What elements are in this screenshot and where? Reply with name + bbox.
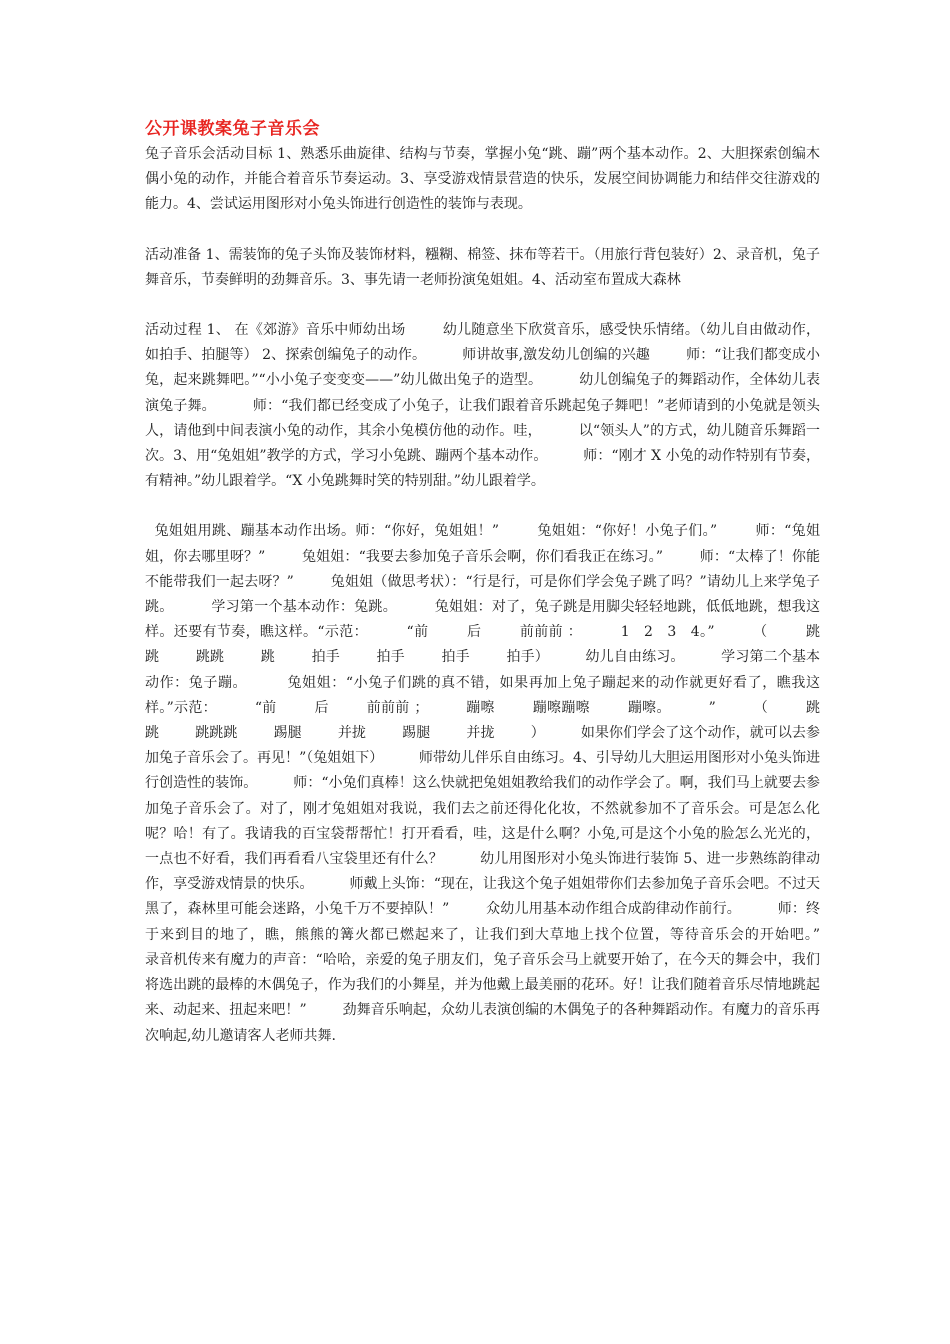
paragraph-process: 活动过程 1、 在《郊游》音乐中师幼出场 幼儿随意坐下欣赏音乐，感受快乐情绪。（幼儿自由做动作，如拍手、拍腿等） 2、探索创编兔子的动作。 师讲故事,激发幼儿创编的兴趣 师：“让我们都变成小兔，起来跳舞吧。”“小小兔子变变变——”幼儿做出兔子的造型。 幼儿创编兔子的舞蹈动作，全体幼儿表演兔子舞。 师：“我们都已经变成了小兔子，让我们跟着音乐跳起兔子舞吧！”老师请到的小兔就是领头人，请他到中间表演小兔的动作，其余小兔模仿他的动作。哇， 以“领头人”的方式，幼儿随音乐舞蹈一次。3、用“兔姐姐”教学的方式，学习小兔跳、蹦两个基本动作。 师：“刚才 X 小兔的动作特别有节奏，有精神。”幼儿跟着学。“X 小兔跳舞时笑的特别甜。”幼儿跟着学。: [145, 322, 820, 490]
paragraph-goals: 兔子音乐会活动目标 1、熟悉乐曲旋律、结构与节奏，掌握小兔“跳、蹦”两个基本动作。2、大胆探索创编木偶小兔的动作，并能合着音乐节奏运动。3、享受游戏情景营造的快乐，发展空间协调能力和结伴交往游戏的能力。4、尝试运用图形对小兔头饰进行创造性的装饰与表现。: [145, 146, 820, 213]
paragraph-activities: 兔姐姐用跳、蹦基本动作出场。师：“你好，兔姐姐！” 兔姐姐：“你好！小兔子们。” 师：“兔姐姐，你去哪里呀？” 兔姐姐：“我要去参加兔子音乐会啊，你们看我正在练习。” 师：“太棒了！你能不能带我们一起去呀？” 兔姐姐（做思考状）：“行是行，可是你们学会兔子跳了吗？”请幼儿上来学兔子跳。 学习第一个基本动作：兔跳。 兔姐姐：对了，兔子跳是用脚尖轻轻地跳，低低地跳，想我这样。还要有节奏，瞧这样。“示范： “前 后 前前前 ： 1 2 3 4。” （ 跳 跳 跳跳 跳 拍手 拍手 拍手 拍手） 幼儿自由练习。 学习第二个基本动作：兔子蹦。 兔姐姐：“小兔子们跳的真不错，如果再加上兔子蹦起来的动作就更好看了，瞧我这样。”示范： “前 后 前前前 ； 蹦嚓 蹦嚓蹦嚓 蹦嚓。 ” （ 跳 跳 跳跳跳 踢腿 并拢 踢腿 并拢 ） 如果你们学会了这个动作，就可以去参加兔子音乐会了。再见！”（兔姐姐下） 师带幼儿伴乐自由练习。4、引导幼儿大胆运用图形对小兔头饰进行创造性的装饰。 师：“小兔们真棒！这么快就把兔姐姐教给我们的动作学会了。啊，我们马上就要去参加兔子音乐会了。对了，刚才兔姐姐对我说，我们去之前还得化化妆，不然就参加不了音乐会。可是怎么化呢？哈！有了。我请我的百宝袋帮帮忙！打开看看，哇，这是什么啊？小兔,可是这个小兔的脸怎么光光的，一点也不好看，我们再看看八宝袋里还有什么？ 幼儿用图形对小兔头饰进行装饰 5、进一步熟练韵律动作，享受游戏情景的快乐。 师戴上头饰：“现在，让我这个兔子姐姐带你们去参加兔子音乐会吧。不过天黑了，森林里可能会迷路，小兔千万不要掉队！” 众幼儿用基本动作组合成韵律动作前行。 师：终于来到目的地了，瞧，熊熊的篝火都已燃起来了，让我们到大草地上找个位置，等待音乐会的开始吧。” 录音机传来有魔力的声音：“哈哈，亲爱的兔子朋友们，兔子音乐会马上就要开始了，在今天的舞会中，我们将选出跳的最棒的木偶兔子，作为我们的小舞星，并为他戴上最美丽的花环。好！让我们随着音乐尽情地跳起来、动起来、扭起来吧！” 劲舞音乐响起，众幼儿表演创编的木偶兔子的各种舞蹈动作。有魔力的音乐再次响起,幼儿邀请客人老师共舞.: [145, 523, 856, 1044]
document-title: 公开课教案兔子音乐会: [145, 119, 320, 139]
lesson-plan-content: [145, 118, 856, 1049]
paragraph-spacer: [145, 293, 820, 318]
paragraph-preparation: 活动准备 1、需装饰的兔子头饰及装饰材料，糨糊、棉签、抹布等若干。（用旅行背包装好）2、录音机，兔子舞音乐，节奏鲜明的劲舞音乐。3、事先请一老师扮演兔姐姐。4、活动室布置成大森林: [145, 246, 820, 288]
paragraph-spacer: [145, 218, 820, 243]
paragraph-spacer: [145, 494, 820, 519]
